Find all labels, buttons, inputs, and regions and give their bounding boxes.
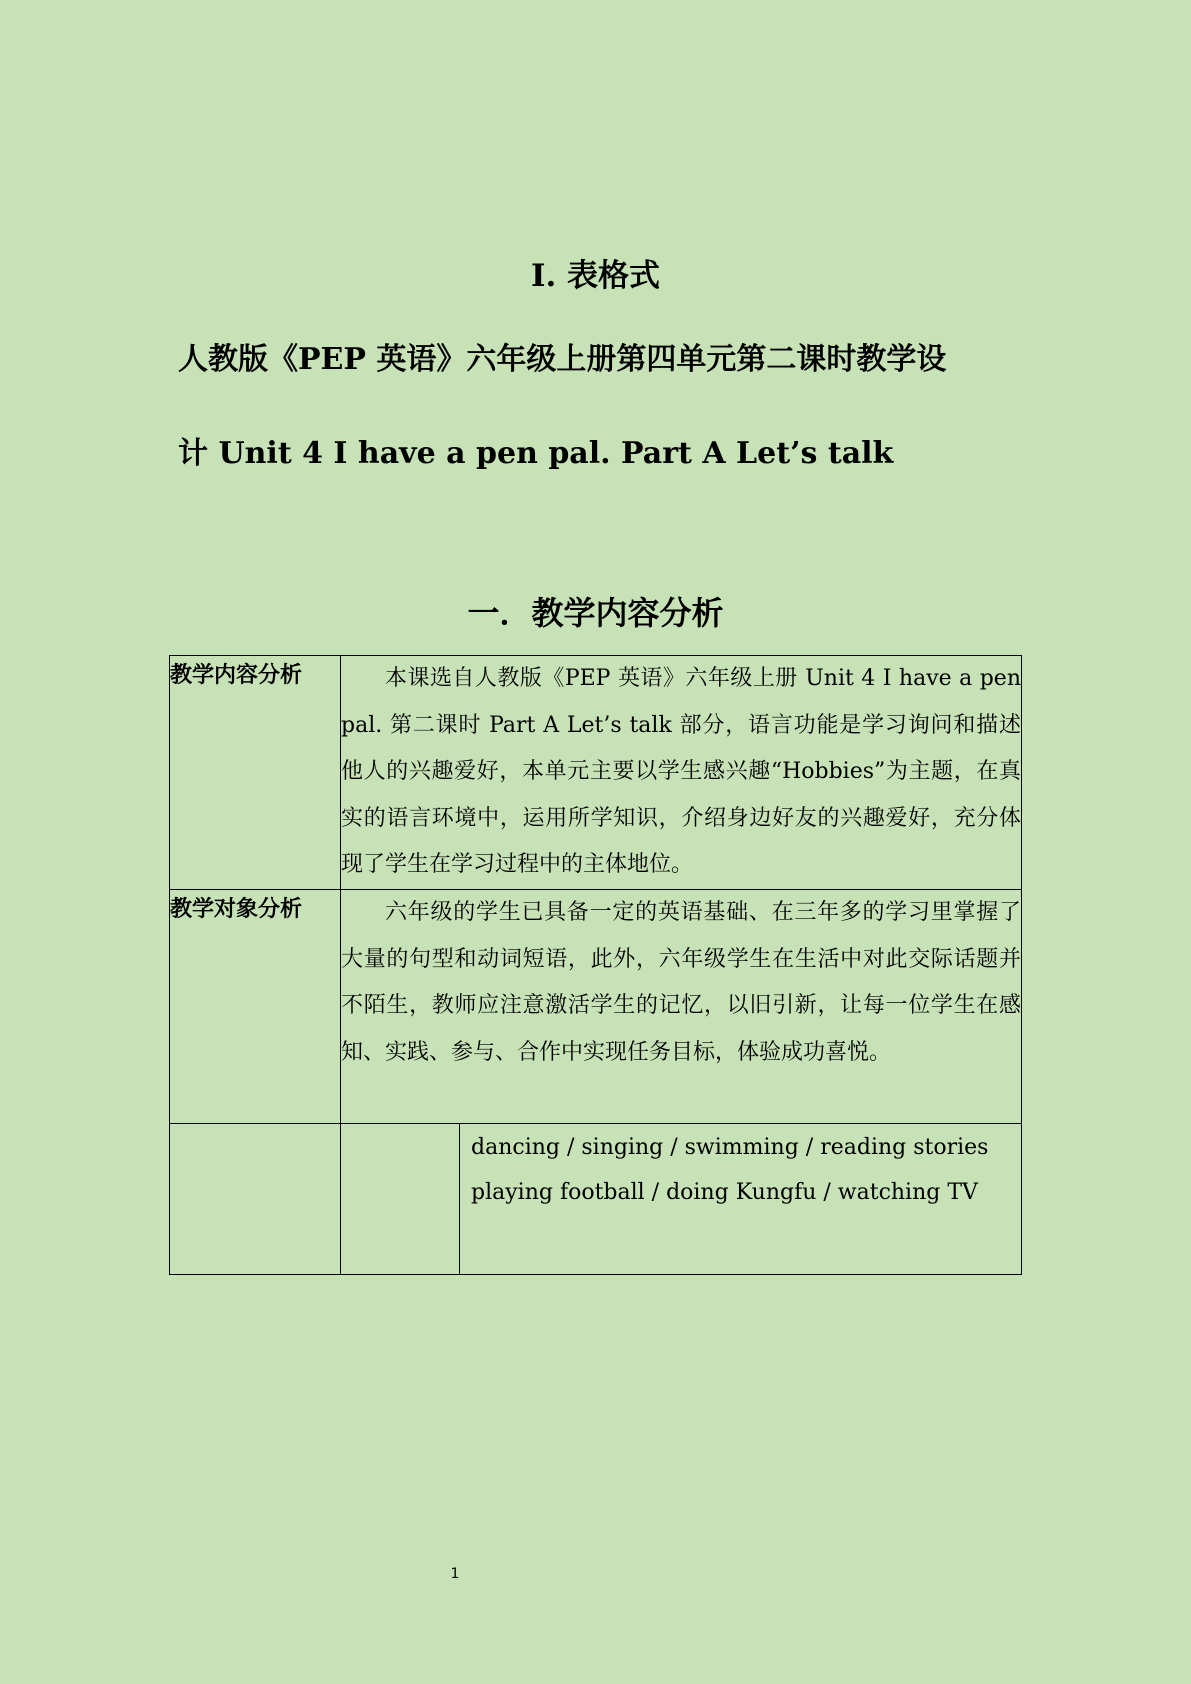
analysis-table (169, 655, 1022, 1275)
row-body-content-analysis (341, 656, 1022, 890)
section-label: I. 表格式 (530, 258, 661, 294)
row-label-content-analysis: 教学内容分析 (170, 656, 341, 890)
document-title-line-2: 计 Unit 4 I have a pen pal. Part A Let’s talk (178, 436, 894, 471)
vocabulary-list (460, 1124, 998, 1274)
document-title-line-1: 人教版《PEP 英语》六年级上册第四单元第二课时教学设 (178, 342, 947, 377)
vocabulary-blank-cell (341, 1124, 460, 1274)
row-body-learner-analysis (341, 890, 1022, 1124)
page-number: 1 (450, 1566, 460, 1582)
row-label-learner-analysis: 教学对象分析 (170, 890, 341, 1124)
vocabulary-body-cell (341, 1124, 1022, 1275)
vocabulary-line-2: playing football / doing Kungfu / watching TV (471, 1180, 978, 1205)
vocabulary-inner (341, 1124, 1021, 1274)
vocabulary-label-cell (170, 1124, 341, 1275)
content-analysis-text: 本课选自人教版《PEP 英语》六年级上册 Unit 4 I have a pen pal. 第二课时 Part A Let’s talk 部分，语言功能是学习询问和描述他人的兴趣爱好，本单元主要以学生感兴趣“Hobbies”为主题，在真实的语言环境中，运用所学知识，介绍身边好友的兴趣爱好，充分体现了学生在学习过程中的主体地位。 (341, 666, 1021, 877)
table-row-learner-analysis (170, 890, 1022, 1124)
vocabulary-line-1: dancing / singing / swimming / reading stories (471, 1135, 989, 1160)
subsection-heading: 一．教学内容分析 (467, 594, 724, 632)
learner-analysis-text: 六年级的学生已具备一定的英语基础、在三年多的学习里掌握了大量的句型和动词短语，此外，六年级学生在生活中对此交际话题并不陌生，教师应注意激活学生的记忆，以旧引新，让每一位学生在感知、实践、参与、合作中实现任务目标，体验成功喜悦。 (341, 900, 1021, 1065)
table-row-content-analysis (170, 656, 1022, 890)
table-row-vocabulary (170, 1124, 1022, 1275)
